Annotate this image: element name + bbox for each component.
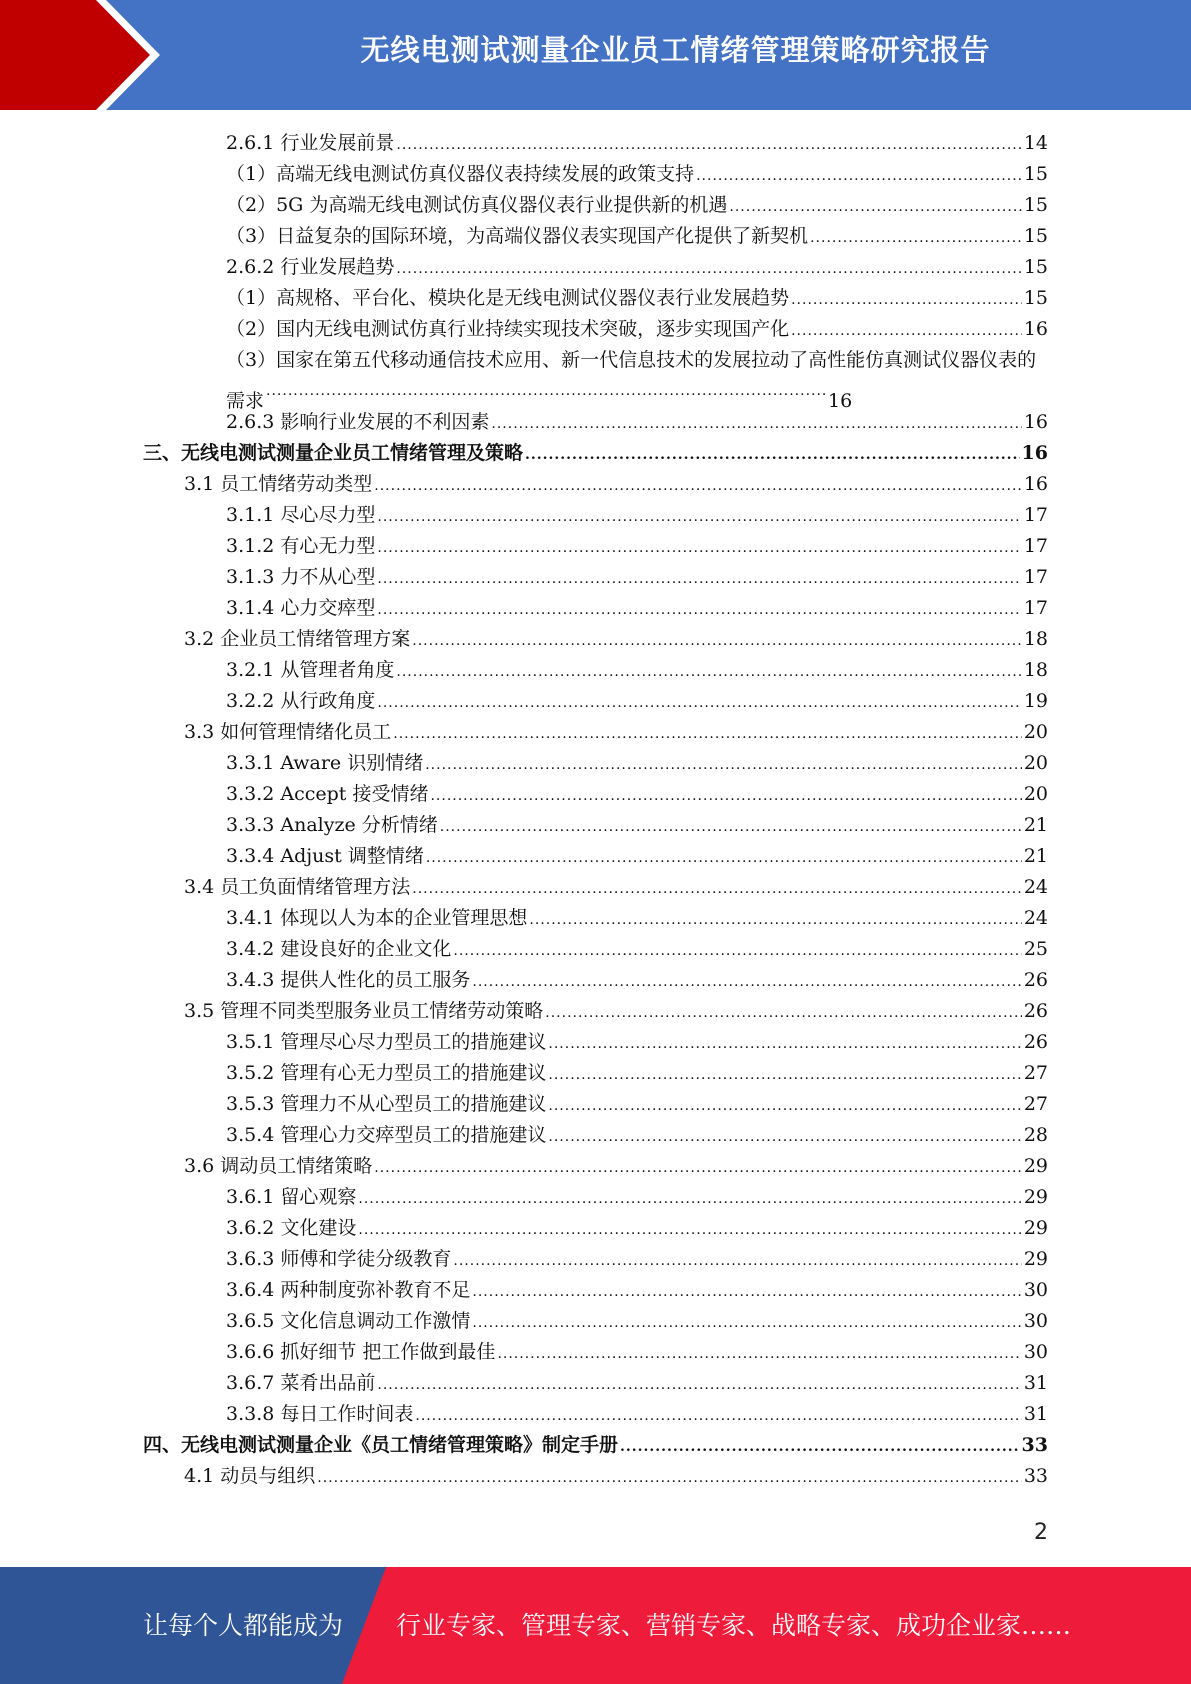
toc-entry-page: 29 [1023, 1248, 1048, 1270]
toc-entry-page: 16 [1023, 318, 1048, 340]
toc-entry-label: 3.6.4 两种制度弥补教育不足 [226, 1279, 471, 1301]
toc-entry-label: 3.3.1 Aware 识别情绪 [226, 752, 424, 774]
toc-entry-page: 30 [1023, 1310, 1048, 1332]
toc-entry-label: 3.6 调动员工情绪策略 [184, 1155, 373, 1177]
toc-entry-page: 15 [1023, 256, 1048, 278]
toc-entry[interactable] [226, 314, 1048, 345]
toc-section-entry[interactable] [184, 996, 1048, 1027]
toc-entry-page: 17 [1023, 597, 1048, 619]
toc-entry[interactable] [226, 1399, 1048, 1430]
toc-entry-page: 15 [1023, 163, 1048, 185]
toc-entry-page: 21 [1023, 814, 1048, 836]
toc-entry[interactable] [226, 159, 1048, 190]
toc-entry[interactable] [226, 221, 1048, 252]
toc-entry-page: 30 [1023, 1341, 1048, 1363]
toc-section-entry[interactable] [184, 469, 1048, 500]
toc-entry[interactable] [226, 283, 1048, 314]
footer-slogan-left: 让每个人都能成为 [143, 1611, 344, 1640]
toc-leader-dots [425, 750, 1022, 781]
toc-section-entry[interactable] [184, 1151, 1048, 1182]
toc-entry-page: 21 [1023, 845, 1048, 867]
toc-leader-dots [440, 812, 1022, 843]
toc-leader-dots [472, 1277, 1021, 1308]
toc-leader-dots [374, 1153, 1022, 1184]
toc-entry[interactable] [226, 531, 1048, 562]
toc-chapter-entry[interactable] [143, 1430, 1048, 1461]
toc-entry-label: 3.2.1 从管理者角度 [226, 659, 395, 681]
toc-entry[interactable] [226, 1027, 1048, 1058]
toc-entry-label: （1）高端无线电测试仿真仪器仪表持续发展的政策支持 [226, 163, 695, 185]
toc-entry-label: 3.6.6 抓好细节 把工作做到最佳 [226, 1341, 496, 1363]
toc-entry[interactable] [226, 810, 1048, 841]
toc-entry[interactable] [226, 407, 1048, 438]
toc-entry-page: 29 [1023, 1217, 1048, 1239]
toc-entry[interactable] [226, 1306, 1048, 1337]
toc-entry-label: 三、无线电测试测量企业员工情绪管理及策略 [143, 442, 524, 464]
toc-entry-page: 20 [1023, 752, 1048, 774]
toc-entry-label: 4.1 动员与组织 [184, 1465, 316, 1487]
toc-entry[interactable] [226, 252, 1048, 283]
toc-leader-dots [396, 130, 1021, 161]
toc-section-entry[interactable] [184, 872, 1048, 903]
toc-entry[interactable] [226, 128, 1048, 159]
toc-entry[interactable] [226, 1182, 1048, 1213]
toc-entry[interactable] [226, 1120, 1048, 1151]
toc-entry-label: 3.6.1 留心观察 [226, 1186, 357, 1208]
header-red-chevron [0, 0, 150, 110]
toc-entry-page: 20 [1023, 783, 1048, 805]
report-title: 无线电测试测量企业员工情绪管理策略研究报告 [360, 33, 991, 67]
toc-leader-dots [374, 471, 1022, 502]
toc-entry-page: 20 [1023, 721, 1048, 743]
toc-leader-dots [491, 409, 1021, 440]
toc-entry-label: 3.3.2 Accept 接受情绪 [226, 783, 429, 805]
toc-entry[interactable] [226, 779, 1048, 810]
toc-entry-page: 33 [1021, 1434, 1048, 1456]
toc-entry-page: 24 [1023, 876, 1048, 898]
toc-entry-page: 25 [1023, 938, 1048, 960]
toc-leader-dots [525, 440, 1020, 471]
toc-entry-label: 3.2 企业员工情绪管理方案 [184, 628, 411, 650]
toc-entry-label: 3.3 如何管理情绪化员工 [184, 721, 392, 743]
toc-entry[interactable] [226, 190, 1048, 221]
toc-entry[interactable] [226, 655, 1048, 686]
toc-entry-label: （3）日益复杂的国际环境，为高端仪器仪表实现国产化提供了新契机 [226, 225, 809, 247]
toc-entry-label: 3.6.5 文化信息调动工作激情 [226, 1310, 471, 1332]
toc-entry-page: 17 [1023, 535, 1048, 557]
toc-leader-dots [453, 936, 1021, 967]
toc-leader-dots [729, 192, 1021, 223]
toc-entry-label: 3.3.4 Adjust 调整情绪 [226, 845, 424, 867]
toc-chapter-entry[interactable] [143, 438, 1048, 469]
toc-entry-label: （2）5G 为高端无线电测试仿真仪器仪表行业提供新的机遇 [226, 194, 728, 216]
toc-entry-page: 27 [1023, 1093, 1048, 1115]
toc-entry[interactable] [226, 934, 1048, 965]
toc-entry-label: 3.5.4 管理心力交瘁型员工的措施建议 [226, 1124, 547, 1146]
toc-leader-dots [317, 1463, 1022, 1494]
toc-entry[interactable] [226, 1089, 1048, 1120]
toc-leader-dots [548, 1029, 1021, 1060]
toc-entry-label: 3.4.1 体现以人为本的企业管理思想 [226, 907, 528, 929]
toc-entry-label: 3.1.2 有心无力型 [226, 535, 376, 557]
toc-entry-label: 3.1.4 心力交瘁型 [226, 597, 376, 619]
toc-entry[interactable] [226, 1244, 1048, 1275]
toc-entry-label: 3.5.3 管理力不从心型员工的措施建议 [226, 1093, 547, 1115]
toc-leader-dots [412, 874, 1022, 905]
toc-entry[interactable] [226, 1368, 1048, 1399]
toc-entry-page: 18 [1023, 659, 1048, 681]
toc-entry-page: 16 [828, 390, 853, 412]
toc-entry[interactable] [226, 562, 1048, 593]
toc-entry-label: 3.6.7 菜肴出品前 [226, 1372, 376, 1394]
toc-entry[interactable] [226, 686, 1048, 717]
toc-entry-label: 3.2.2 从行政角度 [226, 690, 376, 712]
toc-leader-dots [497, 1339, 1021, 1370]
toc-entry[interactable] [226, 841, 1048, 872]
toc-entry-page: 16 [1023, 473, 1048, 495]
toc-leader-dots [791, 316, 1022, 347]
toc-entry-label: 3.4 员工负面情绪管理方法 [184, 876, 411, 898]
toc-leader-dots [426, 843, 1022, 874]
toc-entry-page: 30 [1023, 1279, 1048, 1301]
toc-entry-label: 2.6.2 行业发展趋势 [226, 256, 395, 278]
toc-leader-dots [358, 1215, 1021, 1246]
toc-entry-label: 3.1.1 尽心尽力型 [226, 504, 376, 526]
toc-leader-dots [377, 1370, 1021, 1401]
toc-leader-dots [548, 1060, 1021, 1091]
toc-entry-page: 29 [1023, 1186, 1048, 1208]
toc-entry-label: 3.4.3 提供人性化的员工服务 [226, 969, 471, 991]
toc-entry-label: 3.3.8 每日工作时间表 [226, 1403, 414, 1425]
toc-entry-label: 3.5.1 管理尽心尽力型员工的措施建议 [226, 1031, 547, 1053]
toc-entry-page: 24 [1023, 907, 1048, 929]
toc-leader-dots [545, 998, 1022, 1029]
toc-leader-dots [696, 161, 1022, 192]
toc-entry-label: 3.1.3 力不从心型 [226, 566, 376, 588]
page-header [0, 0, 1191, 110]
toc-leader-dots [393, 719, 1022, 750]
toc-entry-label: 3.5 管理不同类型服务业员工情绪劳动策略 [184, 1000, 544, 1022]
toc-entry[interactable] [226, 1213, 1048, 1244]
toc-leader-dots [548, 1122, 1021, 1153]
toc-entry-page: 15 [1023, 194, 1048, 216]
toc-entry[interactable] [226, 500, 1048, 531]
toc-leader-dots [529, 905, 1021, 936]
toc-entry-page: 18 [1023, 628, 1048, 650]
toc-leader-dots [266, 376, 826, 407]
toc-entry[interactable] [226, 748, 1048, 779]
toc-entry-label: 3.4.2 建设良好的企业文化 [226, 938, 452, 960]
toc-leader-dots [412, 626, 1022, 657]
toc-entry-page: 28 [1023, 1124, 1048, 1146]
toc-leader-dots [430, 781, 1021, 812]
toc-entry-label: （2）国内无线电测试仿真行业持续实现技术突破，逐步实现国产化 [226, 318, 790, 340]
toc-entry-label: 3.5.2 管理有心无力型员工的措施建议 [226, 1062, 547, 1084]
toc-entry-page: 26 [1023, 1000, 1048, 1022]
toc-leader-dots [396, 657, 1021, 688]
toc-section-entry[interactable] [184, 717, 1048, 748]
toc-entry-page: 15 [1023, 287, 1048, 309]
toc-entry[interactable] [226, 593, 1048, 624]
toc-entry-page: 19 [1023, 690, 1048, 712]
toc-entry-label: （1）高规格、平台化、模块化是无线电测试仪器仪表行业发展趋势 [226, 287, 790, 309]
toc-leader-dots [396, 254, 1021, 285]
toc-entry-page: 16 [1023, 411, 1048, 433]
toc-leader-dots [472, 967, 1021, 998]
toc-entry-page: 31 [1023, 1403, 1048, 1425]
toc-leader-dots [620, 1432, 1020, 1463]
toc-entry-text: （3）国家在第五代移动通信技术应用、新一代信息技术的发展拉动了高性能仿真测试仪器仪表的需求 [226, 349, 1037, 412]
toc-section-entry[interactable] [184, 624, 1048, 655]
toc-entry-page: 26 [1023, 969, 1048, 991]
toc-entry-label: 2.6.3 影响行业发展的不利因素 [226, 411, 490, 433]
toc-leader-dots [472, 1308, 1021, 1339]
toc-entry-label: 3.1 员工情绪劳动类型 [184, 473, 373, 495]
toc-section-entry[interactable] [184, 1461, 1048, 1492]
toc-entry-label: 3.6.3 师傅和学徒分级教育 [226, 1248, 452, 1270]
toc-entry-page: 27 [1023, 1062, 1048, 1084]
toc-leader-dots [377, 688, 1021, 719]
toc-entry[interactable] [226, 965, 1048, 996]
toc-entry-page: 15 [1023, 225, 1048, 247]
toc-entry-page: 33 [1023, 1465, 1048, 1487]
footer-slogan-right: 行业专家、管理专家、营销专家、战略专家、成功企业家…… [396, 1611, 1072, 1640]
toc-entry-page: 17 [1023, 504, 1048, 526]
toc-entry-label: 3.6.2 文化建设 [226, 1217, 357, 1239]
toc-entry[interactable] [226, 903, 1048, 934]
toc-leader-dots [810, 223, 1022, 254]
page-number: 2 [1034, 1520, 1048, 1545]
toc-entry[interactable] [226, 1275, 1048, 1306]
toc-entry-page: 31 [1023, 1372, 1048, 1394]
toc-leader-dots [358, 1184, 1021, 1215]
toc-leader-dots [548, 1091, 1021, 1122]
toc-entry-label: 2.6.1 行业发展前景 [226, 132, 395, 154]
toc-entry-page: 17 [1023, 566, 1048, 588]
toc-entry-page: 29 [1023, 1155, 1048, 1177]
toc-leader-dots [377, 595, 1021, 626]
toc-leader-dots [791, 285, 1022, 316]
toc-entry[interactable] [226, 1058, 1048, 1089]
toc-entry-page: 26 [1023, 1031, 1048, 1053]
toc-leader-dots [377, 502, 1021, 533]
toc-entry-page: 16 [1021, 442, 1048, 464]
toc-entry[interactable] [226, 1337, 1048, 1368]
toc-entry-page: 14 [1023, 132, 1048, 154]
toc-entry-label: 四、无线电测试测量企业《员工情绪管理策略》制定手册 [143, 1434, 619, 1456]
toc-leader-dots [377, 533, 1021, 564]
toc-entry-label: 3.3.3 Analyze 分析情绪 [226, 814, 438, 836]
toc-leader-dots [453, 1246, 1021, 1277]
page-footer [0, 1567, 1191, 1684]
toc-leader-dots [415, 1401, 1021, 1432]
toc-leader-dots [377, 564, 1021, 595]
